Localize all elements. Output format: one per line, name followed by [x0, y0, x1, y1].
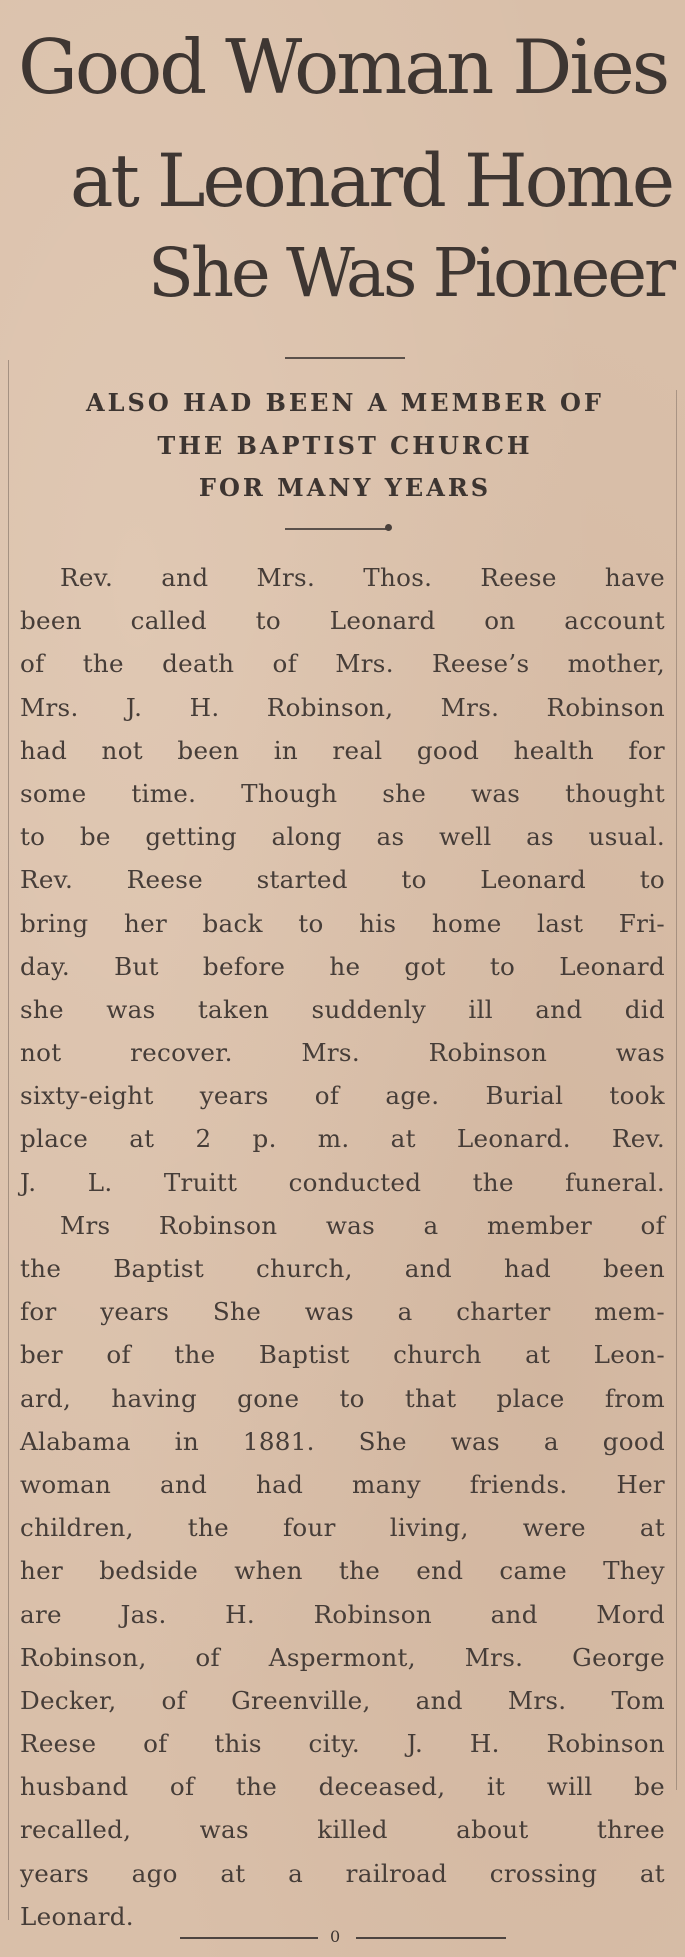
article-line: years ago at a railroad crossing at [20, 1858, 665, 1888]
end-mark-glyph: 0 [330, 1927, 341, 1946]
article-line: Rev. and Mrs. Thos. Reese have [60, 563, 665, 592]
article-line: ard, having gone to that place from [20, 1383, 665, 1413]
article-line: been called to Leonard on account [20, 606, 665, 636]
left-column-rule [8, 360, 9, 1920]
headline-divider [285, 357, 405, 359]
subhead-divider [285, 528, 390, 530]
article-line: J. L. Truitt conducted the funeral. [20, 1167, 665, 1197]
article-line: Alabama in 1881. She was a good [20, 1426, 665, 1456]
article-line: Mrs Robinson was a member of [60, 1210, 665, 1240]
headline-line-1: Good Woman Dies [18, 23, 668, 111]
article-line: husband of the deceased, it will be [20, 1772, 665, 1802]
article-body [20, 556, 665, 1938]
article-line: Mrs. J. H. Robinson, Mrs. Robinson [20, 692, 665, 722]
headline-line-3: She Was Pioneer [148, 234, 673, 312]
article-line: bring her back to his home last Fri- [20, 908, 665, 938]
article-line: some time. Though she was thought [20, 778, 665, 808]
article-line: for years She was a charter mem- [20, 1297, 665, 1327]
divider-dot [385, 524, 392, 531]
article-line: of the death of Mrs. Reese’s mother, [20, 649, 665, 679]
article-line: children, the four living, were at [20, 1513, 665, 1543]
article-line: to be getting along as well as usual. [20, 822, 665, 852]
article-line: place at 2 p. m. at Leonard. Rev. [20, 1124, 665, 1154]
article-line: Reese of this city. J. H. Robinson [20, 1729, 665, 1759]
article-line: are Jas. H. Robinson and Mord [20, 1599, 665, 1629]
article-line: had not been in real good health for [20, 735, 665, 765]
end-mark-bar-right [356, 1937, 506, 1939]
article-line: she was taken suddenly ill and did [20, 994, 665, 1024]
right-column-rule [676, 390, 677, 1790]
article-line: her bedside when the end came They [20, 1556, 665, 1586]
headline-line-2: at Leonard Home [70, 139, 673, 224]
subhead-line-1: ALSO HAD BEEN A MEMBER OF [86, 388, 604, 417]
article-line: ber of the Baptist church at Leon- [20, 1340, 665, 1370]
subhead-line-2: THE BAPTIST CHURCH [157, 431, 533, 460]
article-line: Rev. Reese started to Leonard to [20, 865, 665, 895]
article-line: recalled, was killed about three [20, 1815, 665, 1845]
article-line: woman and had many friends. Her [20, 1469, 665, 1499]
end-mark-bar-left [180, 1937, 318, 1939]
end-mark [180, 1927, 510, 1946]
article-line: sixty-eight years of age. Burial took [20, 1081, 665, 1111]
article-line: Leonard. [20, 1901, 134, 1931]
article-line: day. But before he got to Leonard [20, 951, 665, 981]
article-line: Robinson, of Aspermont, Mrs. George [20, 1642, 665, 1672]
article-line: not recover. Mrs. Robinson was [20, 1038, 665, 1068]
article-line: the Baptist church, and had been [20, 1254, 665, 1283]
article-line: Decker, of Greenville, and Mrs. Tom [20, 1685, 665, 1715]
subhead-line-3: FOR MANY YEARS [198, 473, 492, 502]
